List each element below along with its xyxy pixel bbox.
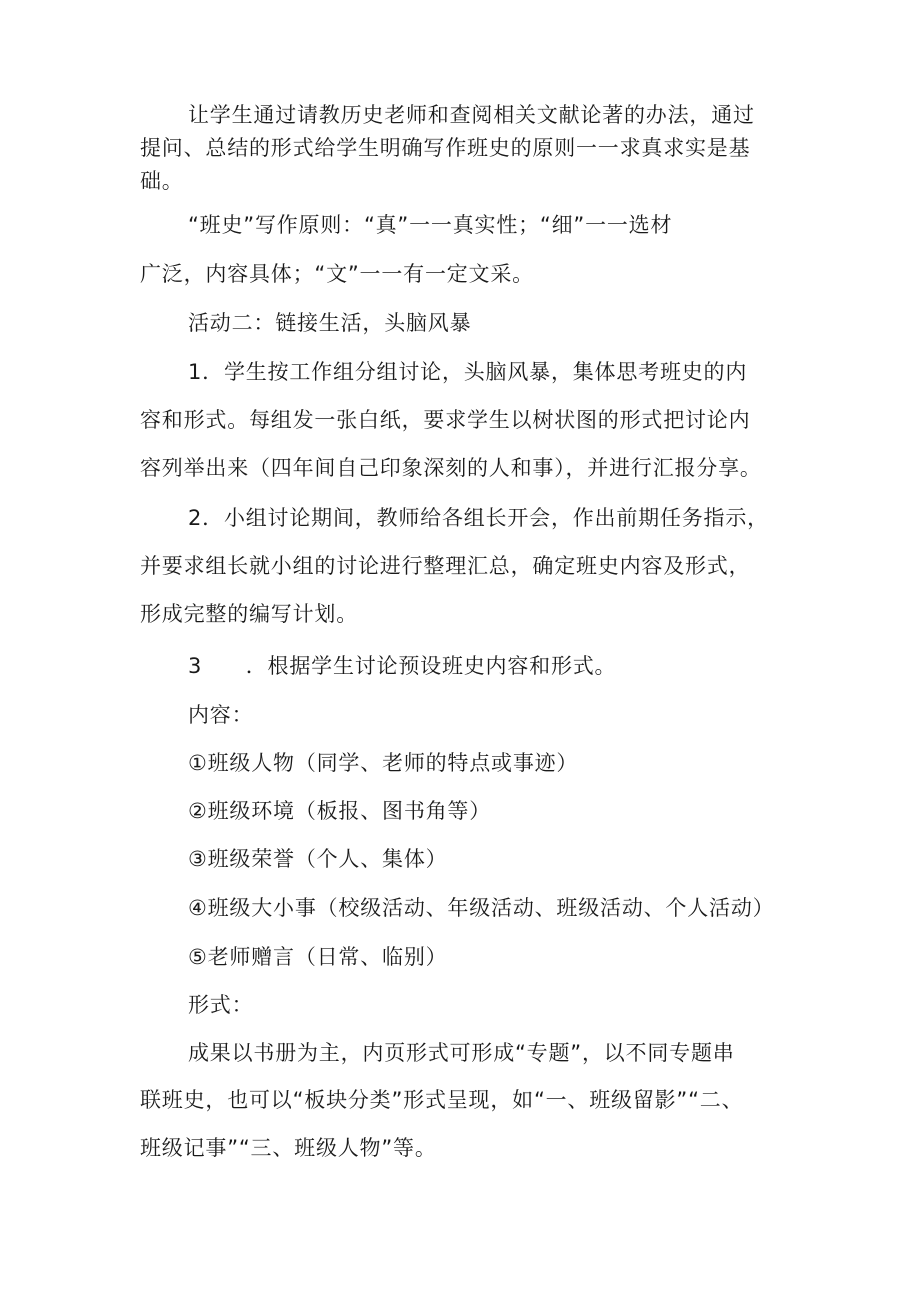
paragraph-line: 广泛，内容具体；“文”一一有一定文采。 [140, 262, 534, 286]
paragraph-line: 并要求组长就小组的讨论进行整理汇总，确定班史内容及形式， [140, 554, 751, 578]
paragraph-line: 联班史，也可以“板块分类”形式呈现，如“一、班级留影”“二、 [140, 1088, 744, 1112]
paragraph-line: 3 ．根据学生讨论预设班史内容和形式。 [188, 654, 617, 678]
paragraph-line: 成果以书册为主，内页形式可形成“专题”，以不同专题串 [188, 1041, 735, 1065]
paragraph-line: 容和形式。每组发一张白纸，要求学生以树状图的形式把讨论内 [140, 408, 751, 432]
list-item: ②班级环境（板报、图书角等） [188, 799, 492, 823]
list-heading: 内容： [188, 703, 254, 727]
list-item: ③班级荣誉（个人、集体） [188, 847, 448, 871]
paragraph-line: “班史”写作原则：“真”一一真实性；“细”一一选材 [188, 213, 673, 237]
paragraph-line: 1．学生按工作组分组讨论，头脑风暴，集体思考班史的内 [188, 360, 748, 384]
list-heading: 形式： [188, 993, 254, 1017]
paragraph-line: 础。 [140, 169, 184, 193]
paragraph-line: 提问、总结的形式给学生明确写作班史的原则一一求真求实是基 [140, 136, 751, 160]
section-heading: 活动二：链接生活，头脑风暴 [188, 311, 472, 335]
paragraph-line: 班级记事”“三、班级人物”等。 [140, 1136, 437, 1160]
list-item: ⑤老师赠言（日常、临别） [188, 945, 448, 969]
list-item: ①班级人物（同学、老师的特点或事迹） [188, 751, 579, 775]
paragraph-line: 让学生通过请教历史老师和查阅相关文献论著的办法，通过 [188, 103, 755, 127]
paragraph-line: 容列举出来（四年间自己印象深刻的人和事），并进行汇报分享。 [140, 456, 762, 480]
paragraph-line: 2．小组讨论期间，教师给各组长开会，作出前期任务指示， [188, 506, 769, 530]
list-item: ④班级大小事（校级活动、年级活动、班级活动、个人活动） [188, 896, 775, 920]
paragraph-line: 形成完整的编写计划。 [140, 602, 358, 626]
